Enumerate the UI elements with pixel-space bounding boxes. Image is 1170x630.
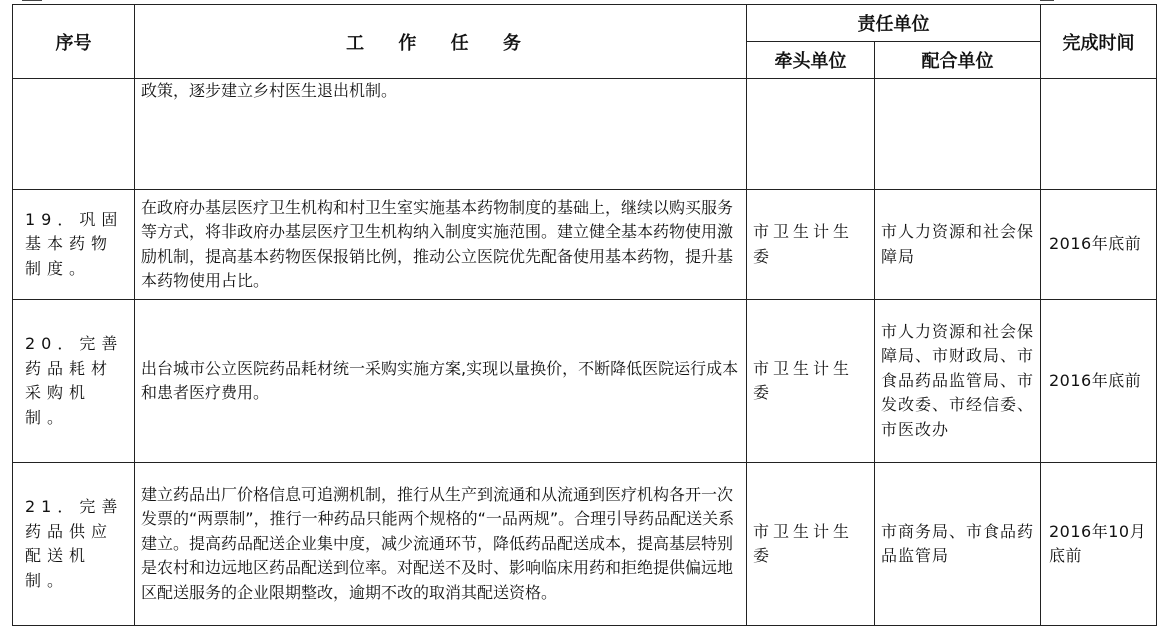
col-header-deadline: 完成时间 [1041,5,1157,79]
row-cooperating-unit: 市人力资源和社会保障局 [875,190,1041,300]
row-deadline: 2016年底前 [1041,190,1157,300]
row-task: 建立药品出厂价格信息可追溯机制，推行从生产到流通和从流通到医疗机构各开一次发票的“两票制”，推行一种药品只能两个规格的“一品两规”。合理引导药品配送关系建立。提高药品配送企业集中度，减少流通环节，降低药品配送成本，提高基层特别是农村和边远地区药品配送到位率。对配送不及时、影响临床用药和拒绝提供偏远地区配送服务的企业限期整改，逾期不改的取消其配送资格。 [135,463,747,626]
row-task: 出台城市公立医院药品耗材统一采购实施方案,实现以量换价，不断降低医院运行成本和患者医疗费用。 [135,300,747,463]
col-header-cooperating-unit: 配合单位 [875,42,1041,79]
row-task: 政策，逐步建立乡村医生退出机制。 [135,79,747,190]
col-header-number: 序号 [13,5,135,79]
row-lead-unit: 市卫生计生委 [747,463,875,626]
row-number: 20．完善药品耗材采购机制。 [13,300,135,463]
table-row [13,300,1157,463]
col-header-responsible: 责任单位 [747,5,1041,42]
row-cooperating-unit: 市人力资源和社会保障局、市财政局、市食品药品监管局、市发改委、市经信委、市医改办 [875,300,1041,463]
col-header-task: 工 作 任 务 [135,5,747,79]
row-number [13,79,135,190]
table-row [13,79,1157,190]
col-header-lead-unit: 牵头单位 [747,42,875,79]
row-deadline: 2016年底前 [1041,300,1157,463]
row-lead-unit: 市卫生计生委 [747,300,875,463]
row-deadline: 2016年10月底前 [1041,463,1157,626]
row-lead-unit [747,79,875,190]
header-row-1 [13,5,1157,42]
row-lead-unit: 市卫生计生委 [747,190,875,300]
row-number: 19．巩固基本药物制度。 [13,190,135,300]
task-table [12,4,1157,626]
table-row [13,190,1157,300]
row-task: 在政府办基层医疗卫生机构和村卫生室实施基本药物制度的基础上，继续以购买服务等方式，将非政府办基层医疗卫生机构纳入制度实施范围。建立健全基本药物使用激励机制，提高基本药物医保报销比例，推动公立医院优先配备使用基本药物，提升基本药物使用占比。 [135,190,747,300]
row-cooperating-unit [875,79,1041,190]
row-cooperating-unit: 市商务局、市食品药品监管局 [875,463,1041,626]
table-row [13,463,1157,626]
row-number: 21．完善药品供应配送机制。 [13,463,135,626]
row-deadline [1041,79,1157,190]
